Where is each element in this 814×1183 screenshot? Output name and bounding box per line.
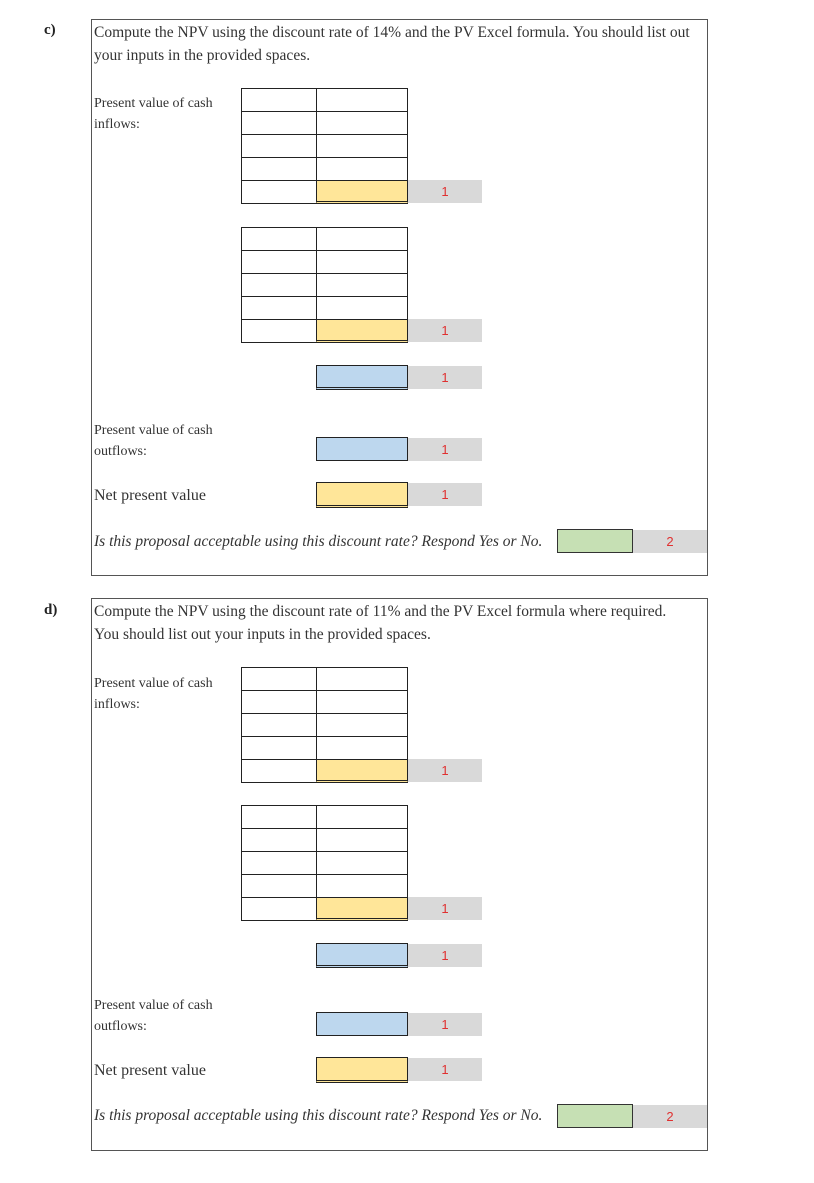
section-d-pv-inflows-label: Present value of cash inflows: <box>94 676 213 712</box>
section-c-pv-outflows-label: Present value of cash outflows: <box>94 423 213 459</box>
input-cell[interactable] <box>316 111 408 135</box>
input-cell[interactable] <box>316 851 408 875</box>
points-badge: 1 <box>408 759 482 782</box>
npv-cell[interactable] <box>316 482 408 508</box>
answer-cell-yellow[interactable] <box>316 897 408 921</box>
yes-no-answer-cell[interactable] <box>557 529 633 553</box>
input-cell[interactable] <box>241 134 317 158</box>
section-c-question: Compute the NPV using the discount rate of 14% and the PV Excel formula. You should list out your inputs in the provided spaces. <box>94 24 690 64</box>
section-d-acceptable-question: Is this proposal acceptable using this discount rate? Respond Yes or No. <box>94 1107 543 1124</box>
pv-outflows-cell[interactable] <box>316 1012 408 1036</box>
input-cell[interactable] <box>241 897 317 921</box>
section-c-letter: c) <box>44 22 56 38</box>
input-cell[interactable] <box>241 736 317 760</box>
input-cell[interactable] <box>241 851 317 875</box>
input-cell[interactable] <box>241 180 317 204</box>
section-d-pv-outflows-label: Present value of cash outflows: <box>94 998 213 1034</box>
input-cell[interactable] <box>241 713 317 737</box>
points-badge: 1 <box>408 944 482 967</box>
input-cell[interactable] <box>241 805 317 829</box>
input-cell[interactable] <box>241 319 317 343</box>
input-cell[interactable] <box>316 805 408 829</box>
points-badge: 2 <box>633 530 707 553</box>
input-cell[interactable] <box>316 828 408 852</box>
npv-cell[interactable] <box>316 1057 408 1083</box>
yes-no-answer-cell[interactable] <box>557 1104 633 1128</box>
input-cell[interactable] <box>316 296 408 320</box>
input-cell[interactable] <box>316 250 408 274</box>
input-cell[interactable] <box>241 759 317 783</box>
input-cell[interactable] <box>316 134 408 158</box>
input-cell[interactable] <box>241 667 317 691</box>
input-cell[interactable] <box>241 88 317 112</box>
points-badge: 2 <box>633 1105 707 1128</box>
points-badge: 1 <box>408 897 482 920</box>
answer-cell-yellow[interactable] <box>316 319 408 343</box>
points-badge: 1 <box>408 366 482 389</box>
input-cell[interactable] <box>316 690 408 714</box>
total-pv-inflows-cell[interactable] <box>316 365 408 390</box>
total-pv-inflows-cell[interactable] <box>316 943 408 968</box>
section-c-acceptable-question: Is this proposal acceptable using this discount rate? Respond Yes or No. <box>94 533 543 550</box>
input-cell[interactable] <box>241 227 317 251</box>
input-cell[interactable] <box>241 874 317 898</box>
points-badge: 1 <box>408 319 482 342</box>
section-d-letter: d) <box>44 602 58 618</box>
input-cell[interactable] <box>241 250 317 274</box>
pv-outflows-cell[interactable] <box>316 437 408 461</box>
input-cell[interactable] <box>316 273 408 297</box>
points-badge: 1 <box>408 1013 482 1036</box>
input-cell[interactable] <box>241 828 317 852</box>
answer-cell-yellow[interactable] <box>316 180 408 204</box>
input-cell[interactable] <box>316 157 408 181</box>
section-c-pv-inflows-label: Present value of cash inflows: <box>94 96 213 132</box>
input-cell[interactable] <box>241 111 317 135</box>
input-cell[interactable] <box>241 273 317 297</box>
points-badge: 1 <box>408 438 482 461</box>
input-cell[interactable] <box>316 227 408 251</box>
input-cell[interactable] <box>241 157 317 181</box>
section-d-question: Compute the NPV using the discount rate of 11% and the PV Excel formula where required. You should list out your inputs in the provided spaces. <box>94 603 667 643</box>
section-c-npv-label: Net present value <box>94 487 206 504</box>
input-cell[interactable] <box>316 736 408 760</box>
answer-cell-yellow[interactable] <box>316 759 408 783</box>
points-badge: 1 <box>408 483 482 506</box>
input-cell[interactable] <box>316 713 408 737</box>
points-badge: 1 <box>408 180 482 203</box>
section-d-npv-label: Net present value <box>94 1062 206 1079</box>
input-cell[interactable] <box>316 874 408 898</box>
input-cell[interactable] <box>316 667 408 691</box>
input-cell[interactable] <box>241 296 317 320</box>
input-cell[interactable] <box>316 88 408 112</box>
points-badge: 1 <box>408 1058 482 1081</box>
input-cell[interactable] <box>241 690 317 714</box>
